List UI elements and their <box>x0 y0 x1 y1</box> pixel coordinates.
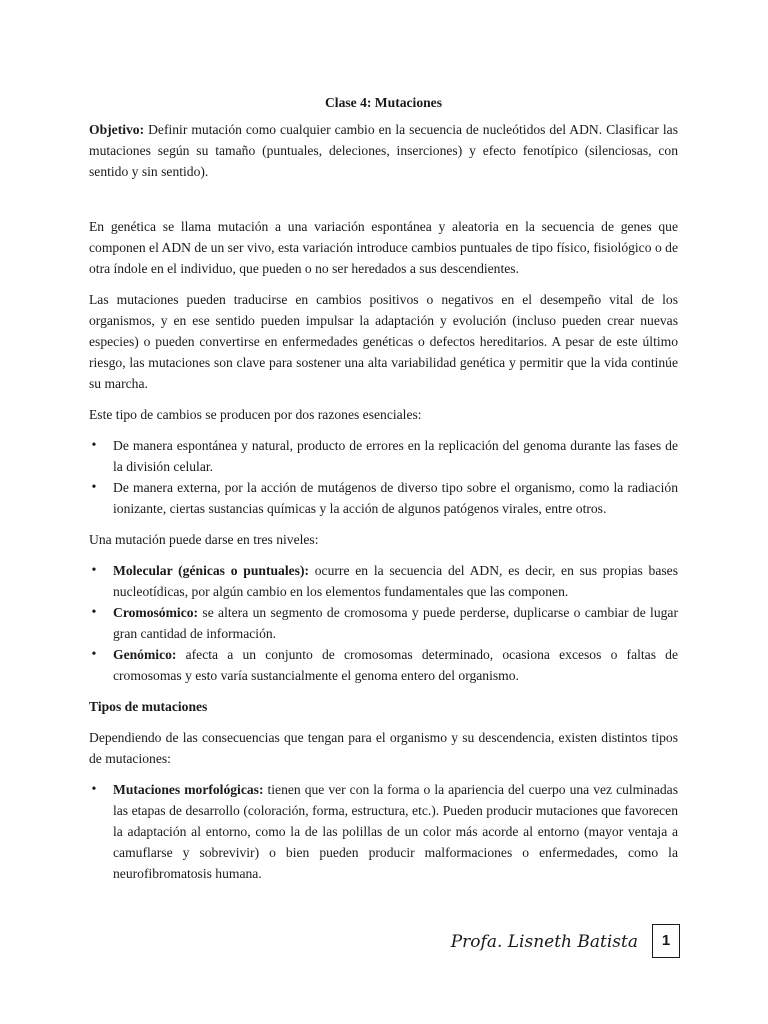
reasons-list <box>89 435 678 519</box>
reason-text: De manera externa, por la acción de mutágenos de diverso tipo sobre el organismo, como la radiación ionizante, ciertas sustancias químicas y la acción de algunos patógenos virales, entre otros. <box>113 480 678 516</box>
bullet-icon: • <box>91 647 97 662</box>
section-heading: Tipos de mutaciones <box>89 699 208 714</box>
bullet-icon: • <box>91 480 97 495</box>
objective-paragraph <box>89 119 678 182</box>
effects-paragraph: Las mutaciones pueden traducirse en cambios positivos o negativos en el desempeño vital de los organismos, y en ese sentido pueden impulsar la adaptación y evolución (incluso pueden crear nuevas especies) o pueden convertirse en enfermedades genéticas o defectos hereditarios. A pesar de este último riesgo, las mutaciones son clave para sostener una alta variabilidad genética y permitir que la vida continúe su marcha. <box>89 292 678 391</box>
level-term: Molecular (génicas o puntuales): <box>113 563 309 578</box>
level-term: Cromosómico: <box>113 605 199 620</box>
level-text: se altera un segmento de cromosoma y puede perderse, duplicarse o cambiar de lugar gran cantidad de información. <box>113 605 678 641</box>
levels-intro: Una mutación puede darse en tres niveles: <box>89 532 319 547</box>
objective-text: Definir mutación como cualquier cambio en la secuencia de nucleótidos del ADN. Clasificar las mutaciones según su tamaño (puntuales, deleciones, inserciones) y efecto fenotípico (silenciosas, con sentido y sin sentido). <box>89 122 678 179</box>
list-item <box>89 602 678 644</box>
list-item <box>89 644 678 686</box>
types-list <box>89 779 678 884</box>
type-term: Mutaciones morfológicas: <box>113 782 264 797</box>
list-item <box>89 779 678 884</box>
level-text: ocurre en la secuencia del ADN, es decir, en sus propias bases nucleotídicas, por algún cambio en los elementos fundamentales que las componen. <box>113 563 678 599</box>
document-body <box>89 92 678 894</box>
section-spacer <box>89 182 678 216</box>
page-footer <box>450 924 680 960</box>
page-title: Clase 4: Mutaciones <box>324 95 443 110</box>
reasons-intro: Este tipo de cambios se producen por dos razones esenciales: <box>89 407 422 422</box>
objective-label: Objetivo: <box>89 122 145 137</box>
levels-list <box>89 560 678 686</box>
list-item <box>89 435 678 477</box>
level-text: afecta a un conjunto de cromosomas determinado, ocasiona excesos o faltas de cromosomas y esto varía sustancialmente el genoma entero del organismo. <box>113 647 678 683</box>
intro-paragraph: En genética se llama mutación a una variación espontánea y aleatoria en la secuencia de genes que componen el ADN de un ser vivo, esta variación introduce cambios puntuales de tipo físico, fisiológico o de otra índole en el individuo, que pueden o no ser heredados a sus descendientes. <box>89 219 678 276</box>
bullet-icon: • <box>91 605 97 620</box>
list-item <box>89 560 678 602</box>
level-term: Genómico: <box>113 647 177 662</box>
bullet-icon: • <box>91 782 97 797</box>
reason-text: De manera espontánea y natural, producto de errores en la replicación del genoma durante las fases de la división celular. <box>113 438 678 474</box>
list-item <box>89 477 678 519</box>
author-signature: Profa. Lisneth Batista <box>450 932 638 952</box>
type-text: tienen que ver con la forma o la apariencia del cuerpo una vez culminadas las etapas de desarrollo (coloración, forma, estructura, etc.). Pueden producir mutaciones que favorecen la adaptación al entorno, como la de las polillas de un color más acorde al entorno (mayor ventaja a camuflarse y sobrevivir) o bien pueden producir malformaciones o enfermedades, como la neurofibromatosis humana. <box>113 782 678 881</box>
page-number: 1 <box>652 924 680 958</box>
bullet-icon: • <box>91 438 97 453</box>
bullet-icon: • <box>91 563 97 578</box>
types-intro: Dependiendo de las consecuencias que tengan para el organismo y su descendencia, existen distintos tipos de mutaciones: <box>89 730 678 766</box>
